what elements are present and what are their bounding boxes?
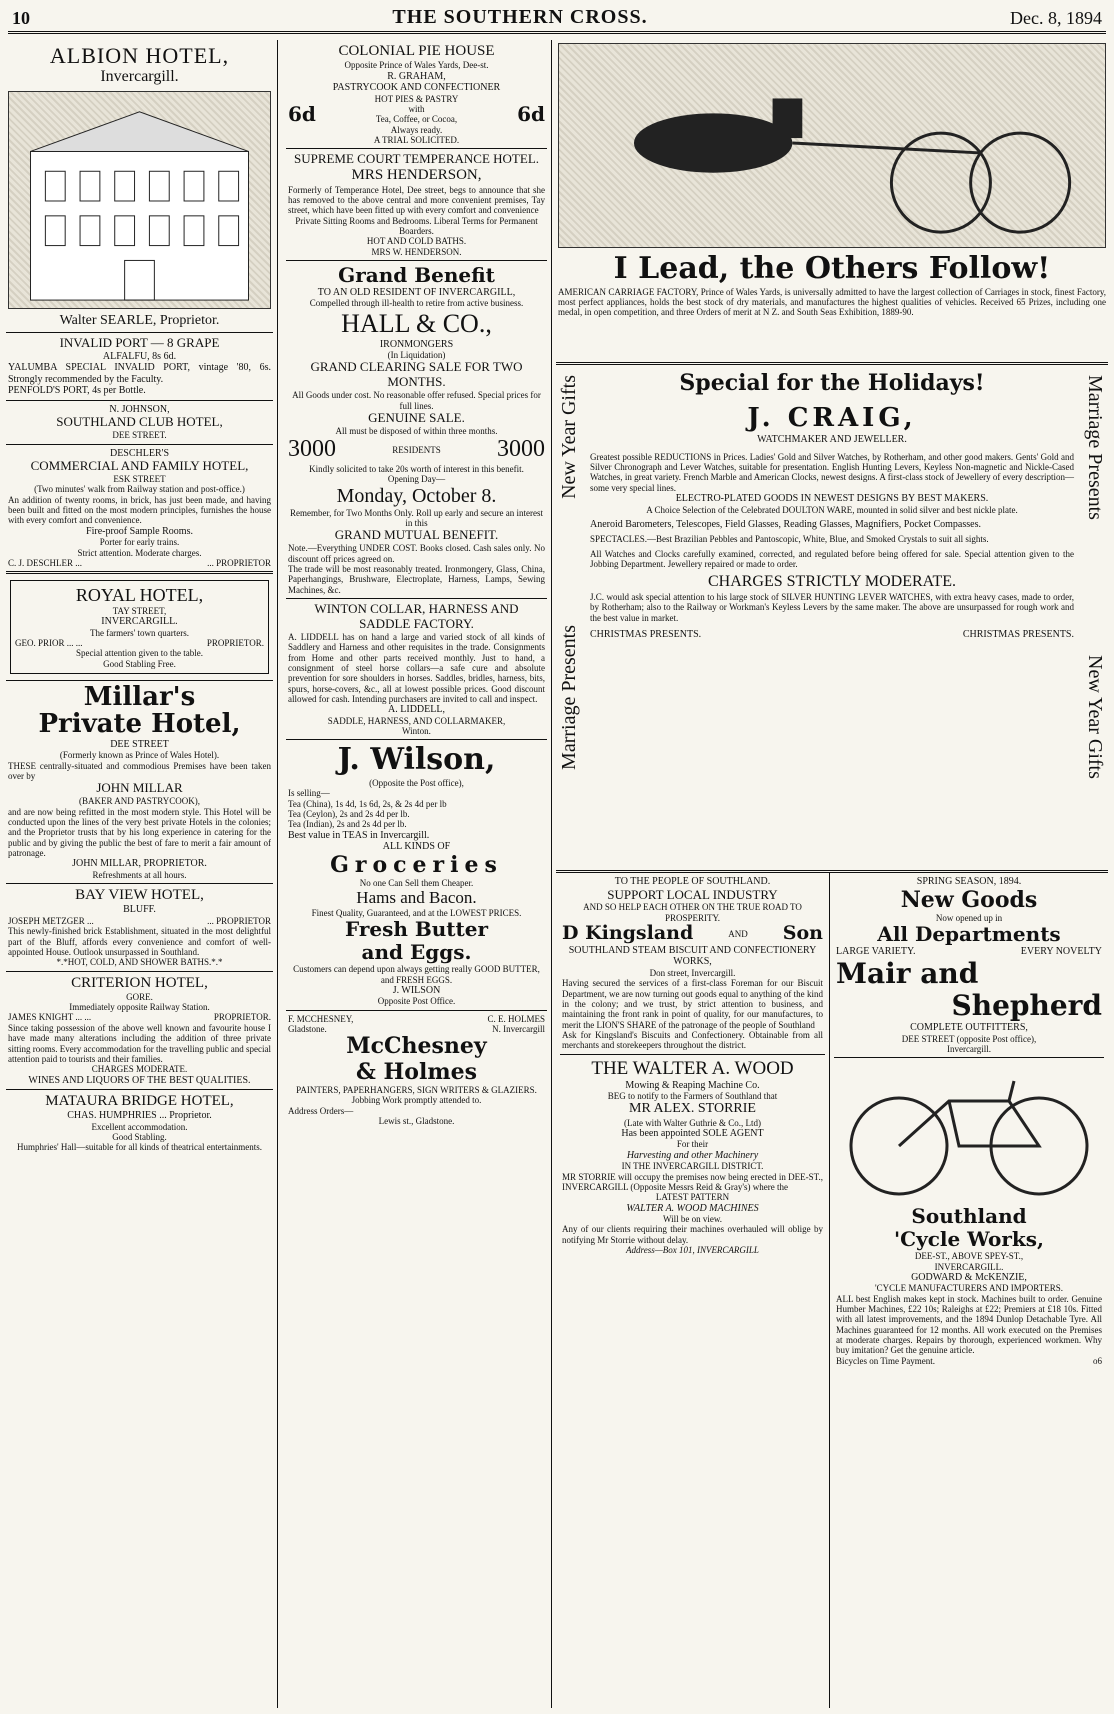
criterion-loc: Immediately opposite Railway Station. bbox=[69, 1002, 210, 1013]
wood-harvest: Harvesting and other Machinery bbox=[626, 1149, 759, 1161]
craig-body1: Greatest possible REDUCTIONS in Prices. Ladies' Gold and Silver Watches, by Rotherham, and other good makers. Gents' Gold and Silver Chronograph and Lever Watches, suitable for presentation. English Hunting Levers, Keyless Non-magnetic and Nickle-Cased Watches, in great variety. French Marble and American Clocks, newest designs. A first-class stock of Jewellery of every description—some very special lines. bbox=[590, 451, 1074, 493]
wood-repair: Any of our clients requiring their machines overhauled will oblige by notifying Mr Storrie without delay. bbox=[562, 1224, 823, 1245]
craig-trade: WATCHMAKER AND JEWELLER. bbox=[757, 434, 907, 446]
benefit-num-left: 3000 bbox=[288, 436, 336, 463]
craig-watches: All Watches and Clocks carefully examined, corrected, and regulated before being offered for sale. Special attention given to the Jobbing Department. Jewellery repaired or made to order. bbox=[590, 548, 1074, 570]
mair-complete: COMPLETE OUTFITTERS, bbox=[910, 1022, 1028, 1034]
royal-street: TAY STREET, bbox=[112, 605, 167, 616]
cycle-street: DEE-ST., ABOVE SPEY-ST., bbox=[914, 1251, 1024, 1262]
wood-view: Will be on view. bbox=[662, 1214, 723, 1225]
column-3-lower bbox=[556, 873, 1108, 1708]
benefit-mutual: GRAND MUTUAL BENEFIT. bbox=[334, 527, 499, 543]
southland-proprietor: N. JOHNSON, bbox=[109, 403, 170, 415]
millar-title-2: Private Hotel, bbox=[38, 709, 241, 740]
wood-latest: LATEST PATTERN bbox=[655, 1192, 730, 1203]
cycle-name-2: 'Cycle Works, bbox=[894, 1227, 1044, 1252]
benefit-day: Monday, October 8. bbox=[336, 484, 497, 507]
wilson-signloc: Opposite Post Office. bbox=[377, 996, 456, 1007]
wilson-groceries: Groceries bbox=[330, 851, 503, 878]
mcchesney-holmes-ad bbox=[286, 1011, 547, 1130]
mataura-acc: Excellent accommodation. bbox=[91, 1121, 188, 1132]
kingsland-name: D Kingsland bbox=[562, 922, 694, 945]
benefit-dispose: All must be disposed of within three months. bbox=[335, 425, 498, 436]
horse-carriage-illustration bbox=[558, 43, 1106, 248]
invalid-port-ad bbox=[6, 333, 273, 401]
criterion-wines: WINES AND LIQUORS OF THE BEST QUALITIES. bbox=[28, 1074, 251, 1086]
craig-charges: CHARGES STRICTLY MODERATE. bbox=[707, 573, 957, 591]
millar-trade: (BAKER AND PASTRYCOOK), bbox=[79, 796, 200, 807]
invalid-title: INVALID PORT — 8 GRAPE bbox=[59, 334, 220, 350]
mcc-address: Address Orders— bbox=[288, 1105, 354, 1116]
side-marriage-presents-right: Marriage Presents bbox=[1084, 375, 1106, 520]
craig-aneroid: Aneroid Barometers, Telescopes, Field Glasses, Reading Glasses, Magnifiers, Pocket Compasses. bbox=[590, 518, 981, 530]
cycle-code: o6 bbox=[1093, 1355, 1102, 1366]
invalid-body: YALUMBA SPECIAL INVALID PORT, vintage '80, 6s. Strongly recommended by the Faculty. bbox=[8, 362, 271, 385]
craig-jeweller-ad bbox=[556, 365, 1108, 873]
wilson-name: J. Wilson, bbox=[337, 742, 496, 778]
commercial-signrole: ... PROPRIETOR bbox=[207, 557, 271, 568]
criterion-prop: JAMES KNIGHT ... ... bbox=[8, 1012, 92, 1023]
bayview-prop: JOSEPH METZGER ... bbox=[8, 915, 94, 926]
mcc-jobbing: Jobbing Work promptly attended to. bbox=[351, 1095, 482, 1106]
wood-late: (Late with Walter Guthrie & Co., Ltd) bbox=[623, 1117, 762, 1128]
millar-hotel-ad bbox=[6, 681, 273, 884]
column-2 bbox=[282, 40, 552, 1708]
cycle-works-ad bbox=[834, 1058, 1104, 1369]
mataura-hotel-ad bbox=[6, 1090, 273, 1156]
cycle-time: Bicycles on Time Payment. bbox=[836, 1355, 935, 1366]
kingsland-support: SUPPORT LOCAL INDUSTRY bbox=[607, 886, 778, 902]
criterion-role: PROPRIETOR. bbox=[213, 1012, 271, 1023]
wood-occupy: MR STORRIE will occupy the premises now being erected in DEE-ST., INVERCARGILL (Opposite Messrs Reid & Gray's) where the bbox=[562, 1171, 823, 1192]
winton-town: Winton. bbox=[402, 726, 431, 737]
royal-attention: Special attention given to the table. bbox=[76, 648, 203, 659]
benefit-sale: GRAND CLEARING SALE FOR TWO MONTHS. bbox=[310, 359, 523, 390]
pie-house-ad bbox=[286, 40, 547, 149]
royal-prop: GEO. PRIOR ... ... bbox=[15, 638, 83, 649]
wilson-sign: J. WILSON bbox=[392, 984, 441, 996]
wilson-best: Best value in TEAS in Invercargill. bbox=[288, 829, 430, 841]
royal-town: INVERCARGILL. bbox=[101, 616, 178, 628]
bayview-baths: *.*HOT, COLD, AND SHOWER BATHS.*.* bbox=[56, 957, 223, 968]
royal-stabling: Good Stabling Free. bbox=[103, 658, 176, 669]
bayview-role: ... PROPRIETOR bbox=[207, 915, 271, 926]
craig-head: Special for the Holidays! bbox=[679, 370, 985, 396]
albion-town: Invercargill. bbox=[100, 68, 179, 86]
wilson-tea1: Tea (China), 1s 4d, 1s 6d, 2s, & 2s 4d per lb bbox=[288, 798, 447, 809]
pie-price-right: 6d bbox=[517, 101, 545, 126]
commercial-sample: Fire-proof Sample Rooms. bbox=[86, 525, 193, 537]
benefit-remember: Remember, for Two Months Only. Roll up early and secure an interest in this bbox=[290, 507, 543, 528]
mcc-p2loc: N. Invercargill bbox=[492, 1024, 545, 1035]
winton-name: WINTON COLLAR, HARNESS AND SADDLE FACTORY. bbox=[314, 600, 519, 631]
wood-address: Address—Box 101, INVERCARGILL bbox=[626, 1245, 759, 1256]
kingsland-works: SOUTHLAND STEAM BISCUIT AND CONFECTIONERY WORKS, bbox=[568, 944, 817, 968]
pie-line2: with bbox=[408, 103, 425, 114]
albion-hotel-ad bbox=[6, 40, 273, 333]
wilson-hams: Hams and Bacon. bbox=[356, 888, 477, 908]
horse-carriage-icon bbox=[559, 44, 1105, 247]
winton-role: SADDLE, HARNESS, AND COLLARMAKER, bbox=[327, 715, 506, 726]
bicycle-icon bbox=[836, 1061, 1102, 1201]
mair-now: Now opened up in bbox=[935, 912, 1003, 923]
temperance-body: Formerly of Temperance Hotel, Dee street, begs to announce that she has removed to the above central and more convenient premises, Tay street, which have been fitted up with every comfort and convenience bbox=[288, 184, 545, 216]
commercial-owner: DESCHLER'S bbox=[109, 447, 170, 459]
benefit-open: Opening Day— bbox=[387, 474, 446, 485]
kingsland-and: AND bbox=[728, 928, 748, 939]
temperance-name: SUPREME COURT TEMPERANCE HOTEL. bbox=[293, 151, 540, 167]
commercial-porter: Porter for early trains. bbox=[99, 537, 180, 548]
benefit-genuine: GENUINE SALE. bbox=[368, 410, 465, 426]
benefit-cost: All Goods under cost. No reasonable offer refused. Special prices for full lines. bbox=[292, 390, 541, 411]
benefit-role: IRONMONGERS bbox=[379, 338, 454, 350]
millar-name: JOHN MILLAR bbox=[96, 780, 183, 796]
millar-formerly: (Formerly known as Prince of Wales Hotel). bbox=[59, 750, 220, 761]
kingsland-ad bbox=[560, 873, 825, 1055]
wood-beg: BEG to notify to the Farmers of Southland that bbox=[607, 1091, 778, 1102]
mair-name-2: Shepherd bbox=[951, 988, 1102, 1022]
mcc-p1: F. MCCHESNEY, bbox=[288, 1013, 354, 1024]
wood-machines: WALTER A. WOOD MACHINES bbox=[626, 1202, 759, 1214]
craig-xmas-right: CHRISTMAS PRESENTS. bbox=[962, 628, 1074, 640]
pie-line3: Tea, Coffee, or Cocoa, bbox=[375, 114, 458, 125]
penfold-line: PENFOLD'S PORT, 4s per Bottle. bbox=[8, 385, 146, 397]
mataura-hall: Humphries' Hall—suitable for all kinds of theatrical entertainments. bbox=[16, 1142, 263, 1153]
wood-for: For their bbox=[676, 1139, 709, 1150]
wood-agent: MR ALEX. STORRIE bbox=[629, 1101, 756, 1117]
benefit-num-right: 3000 bbox=[496, 436, 545, 463]
mair-every: EVERY NOVELTY bbox=[1020, 946, 1102, 958]
commercial-hotel-ad bbox=[6, 445, 273, 575]
royal-hotel-ad bbox=[6, 574, 273, 681]
temperance-baths: HOT AND COLD BATHS. bbox=[366, 236, 467, 247]
page-number: 10 bbox=[12, 8, 30, 29]
winton-body: A. LIDDELL has on hand a large and varied stock of all kinds of Saddlery and Harness and other requisites in the trade. Consignments from Home and other parts received monthly. Just to hand, a consignment of steel horse collars—a safe cure and absolute prevention for sore shoulders in horses. Saddles, bridles, harness, bits, spurs, horse-covers, &c., all at lowest possible prices. Good discount allowed for cash. Intending purchasers are invited to call and inspect. bbox=[288, 631, 545, 704]
mcc-name1: McChesney bbox=[346, 1033, 487, 1060]
craig-spect: SPECTACLES.—Best Brazilian Pebbles and Pantoscopic, White, Blue, and Smoked Crystals to suit all sights. bbox=[590, 534, 989, 545]
mair-new: New Goods bbox=[900, 886, 1038, 913]
column-3-right bbox=[830, 873, 1108, 1708]
craig-xmas-left: CHRISTMAS PRESENTS. bbox=[590, 628, 702, 640]
hotel-building-illustration bbox=[8, 91, 271, 309]
benefit-trade: The trade will be most reasonably treated. Ironmongery, Glass, China, Paperhangings, Brushware, Electroplate, Harness, Lamps, Sewing Machines, &c. bbox=[288, 563, 545, 595]
southland-street: DEE STREET. bbox=[112, 430, 167, 441]
mataura-prop: CHAS. HUMPHRIES ... Proprietor. bbox=[67, 1110, 212, 1122]
bayview-name: BAY VIEW HOTEL, bbox=[75, 887, 204, 904]
cycle-town: INVERCARGILL. bbox=[934, 1261, 1004, 1272]
pie-opp: Opposite Prince of Wales Yards, Dee-st. bbox=[344, 60, 489, 71]
bayview-body: This newly-finished brick Establishment, situated in the most delightful part of the Bluff, affords every convenience and comfort of well-appointed House. Outlook unsurpassed in Southland. bbox=[8, 926, 271, 957]
millar-street: DEE STREET bbox=[110, 738, 169, 750]
side-new-year-gifts-left: New Year Gifts bbox=[558, 375, 580, 499]
issue-date: Dec. 8, 1894 bbox=[1010, 8, 1102, 29]
craig-electro: ELECTRO-PLATED GOODS IN NEWEST DESIGNS BY BEST MAKERS. bbox=[675, 493, 989, 505]
commercial-strict: Strict attention. Moderate charges. bbox=[77, 547, 202, 558]
wilson-tea3: Tea (Indian), 2s and 2s 4d per lb. bbox=[288, 819, 407, 830]
cycle-name-1: Southland bbox=[911, 1204, 1027, 1229]
wilson-cust: Customers can depend upon always getting really GOOD BUTTER, and FRESH EGGS. bbox=[293, 964, 540, 985]
pie-name: COLONIAL PIE HOUSE bbox=[338, 43, 495, 59]
kingsland-to: TO THE PEOPLE OF SOUTHLAND. bbox=[614, 876, 771, 887]
mair-season: SPRING SEASON, 1894. bbox=[916, 876, 1022, 887]
millar-title-1: Millar's bbox=[83, 682, 196, 713]
mataura-stab: Good Stabling. bbox=[112, 1132, 167, 1143]
benefit-kindly: Kindly solicited to take 20s worth of interest in this benefit. bbox=[309, 463, 524, 474]
temperance-rooms: Private Sitting Rooms and Bedrooms. Liberal Terms for Permanent Boarders. bbox=[295, 215, 538, 236]
mataura-name: MATAURA BRIDGE HOTEL, bbox=[45, 1093, 234, 1110]
mcc-trade: PAINTERS, PAPERHANGERS, SIGN WRITERS & GLAZIERS. bbox=[296, 1084, 537, 1095]
southland-club-ad bbox=[6, 401, 273, 445]
pie-line4: Always ready. bbox=[390, 124, 443, 135]
commercial-name: COMMERCIAL AND FAMILY HOTEL, bbox=[30, 458, 249, 473]
mair-name-1: Mair and bbox=[836, 956, 979, 990]
newspaper-title: THE SOUTHERN CROSS. bbox=[392, 6, 648, 28]
pie-trial: A TRIAL SOLICITED. bbox=[373, 134, 460, 145]
wilson-tea2: Tea (Ceylon), 2s and 2s 4d per lb. bbox=[288, 808, 410, 819]
craig-doulton: A Choice Selection of the Celebrated DOULTON WARE, mounted in solid silver and best nickle plate. bbox=[646, 504, 1018, 515]
millar-sign: JOHN MILLAR, PROPRIETOR. bbox=[72, 858, 207, 870]
kingsland-street: Don street, Invercargill. bbox=[649, 967, 736, 978]
criterion-name: CRITERION HOTEL, bbox=[71, 974, 208, 991]
benefit-firm: HALL & CO., bbox=[341, 308, 492, 338]
craig-hunting: J.C. would ask special attention to his large stock of SILVER HUNTING LEVER WATCHES, with extra heavy cases, made to order, by Rotherham; also to the Railway or Workman's Keyless Levers by the same maker. The above are unsurpassed for rough work and the best value in market. bbox=[590, 591, 1074, 623]
winton-sign: A. LIDDELL, bbox=[388, 704, 445, 716]
kingsland-son: Son bbox=[782, 922, 823, 945]
kingsland-ask: Ask for Kingsland's Biscuits and Confectionery. Obtainable from all merchants and storekeepers throughout the district. bbox=[562, 1030, 823, 1051]
kingsland-help: AND SO HELP EACH OTHER ON THE TRUE ROAD TO PROSPERITY. bbox=[583, 902, 802, 923]
millar-body2: and are now being refitted in the most modern style. This Hotel will be conducted upon the lines of the very best private Hotels in the colonies; and the Proprietor trusts that by his long experience in catering for the public and by giving the public the best of fare to merit a fair amount of patronage. bbox=[8, 806, 271, 858]
benefit-comp: Compelled through ill-health to retire from active business. bbox=[309, 298, 524, 309]
millar-refresh: Refreshments at all hours. bbox=[92, 869, 187, 880]
wilson-grocer-ad bbox=[286, 740, 547, 1010]
criterion-place: GORE. bbox=[126, 991, 153, 1002]
benefit-to: TO AN OLD RESIDENT OF INVERCARGILL, bbox=[317, 286, 516, 298]
wood-sub: Mowing & Reaping Machine Co. bbox=[625, 1079, 760, 1091]
walter-wood-ad bbox=[560, 1055, 825, 1259]
southland-name: SOUTHLAND CLUB HOTEL, bbox=[56, 414, 223, 430]
mcc-addr2: Lewis st., Gladstone. bbox=[378, 1116, 455, 1127]
royal-tag: The farmers' town quarters. bbox=[89, 627, 190, 638]
benefit-liq: (In Liquidation) bbox=[387, 350, 446, 361]
pie-price-left: 6d bbox=[288, 101, 316, 126]
pie-trade: PASTRYCOOK AND CONFECTIONER bbox=[332, 82, 501, 94]
temperance-hotel-ad bbox=[286, 149, 547, 261]
column-1 bbox=[6, 40, 278, 1708]
commercial-note: (Two minutes' walk from Railway station and post-office.) bbox=[34, 484, 245, 495]
bay-view-hotel-ad bbox=[6, 884, 273, 971]
carriage-slogan: I Lead, the Others Follow! bbox=[613, 251, 1051, 286]
commercial-street: ESK STREET bbox=[113, 473, 166, 484]
mair-large: LARGE VARIETY. bbox=[836, 946, 916, 958]
column-3 bbox=[556, 40, 1108, 1708]
criterion-charges: CHARGES MODERATE. bbox=[91, 1064, 188, 1075]
temperance-who: MRS HENDERSON, bbox=[351, 167, 482, 184]
benefit-head: Grand Benefit bbox=[338, 262, 495, 287]
craig-name: J. CRAIG, bbox=[747, 403, 917, 434]
mair-shepherd-ad bbox=[834, 873, 1104, 1058]
criterion-body: Since taking possession of the above well known and favourite house I have made many alterations including the addition of three private sitting rooms. Every accommodation for the travelling public and special attention paid to tourists and their families. bbox=[8, 1022, 271, 1064]
cycle-firm: GODWARD & McKENZIE, bbox=[911, 1271, 1027, 1283]
wilson-eggs: and Eggs. bbox=[361, 940, 472, 965]
royal-name: ROYAL HOTEL, bbox=[75, 585, 204, 606]
column-3-left bbox=[556, 873, 830, 1708]
wood-dist: IN THE INVERCARGILL DISTRICT. bbox=[621, 1161, 764, 1172]
wilson-allkinds: ALL KINDS OF bbox=[382, 841, 451, 853]
pie-line1: HOT PIES & PASTRY bbox=[374, 93, 459, 104]
building-icon bbox=[9, 92, 270, 308]
invalid-sub: ALFALFU, 8s 6d. bbox=[102, 350, 177, 362]
mcc-p2: C. E. HOLMES bbox=[487, 1013, 545, 1024]
wilson-opp: (Opposite the Post office), bbox=[369, 777, 464, 788]
mcc-name2: & Holmes bbox=[356, 1058, 477, 1085]
benefit-res: RESIDENTS bbox=[392, 444, 441, 455]
benefit-note: Note.—Everything UNDER COST. Books closed. Cash sales only. No discount off prices agreed on. bbox=[288, 543, 545, 564]
royal-role: PROPRIETOR. bbox=[206, 638, 264, 649]
wood-name: THE WALTER A. WOOD bbox=[591, 1057, 794, 1079]
criterion-hotel-ad bbox=[6, 972, 273, 1091]
wilson-noone: No one Can Sell them Cheaper. bbox=[359, 877, 474, 888]
side-marriage-presents-left: Marriage Presents bbox=[558, 625, 580, 770]
cycle-body: ALL best English makes kept in stock. Machines built to order. Genuine Humber Machines, £22 10s; Raleighs at £22; Premiers at £18 10s. Fitted with all latest improvements, and the 1894 Dunlop Detachable Tyre. All Machines guaranteed for 12 months. All work executed on the Premises at moderate charges. Repairs by thorough, experienced workmen. Why buy imitation? Get the genuine article. bbox=[836, 1293, 1102, 1356]
wilson-finest: Finest Quality, Guaranteed, and at the LOWEST PRICES. bbox=[311, 907, 522, 918]
side-new-year-gifts-right: New Year Gifts bbox=[1084, 655, 1106, 779]
mair-dee: DEE STREET (opposite Post office), bbox=[901, 1033, 1037, 1044]
carriage-factory-ad bbox=[556, 40, 1108, 365]
temperance-sign: MRS W. HENDERSON. bbox=[371, 246, 462, 257]
commercial-body: An addition of twenty rooms, in brick, has just been made, and having been built and fitted on the most modern principles, furnishes the house with every comfort and convenience. bbox=[8, 494, 271, 526]
albion-proprietor: Walter SEARLE, Proprietor. bbox=[59, 312, 220, 328]
millar-body: THESE centrally-situated and commodious Premises have been taken over by bbox=[8, 760, 271, 781]
commercial-sign: C. J. DESCHLER ... bbox=[8, 557, 83, 568]
wilson-selling: Is selling— bbox=[288, 788, 330, 799]
winton-factory-ad bbox=[286, 599, 547, 740]
grand-benefit-ad bbox=[286, 261, 547, 599]
mair-all: All Departments bbox=[877, 922, 1061, 947]
carriage-body: AMERICAN CARRIAGE FACTORY, Prince of Wales Yards, is universally admitted to have the largest collection of Carriages in stock, finest Factory, most perfect appliances, holds the best stock of dry materials, and manufactures the highest qualities of vehicles. Received 65 Prizes, including one medal, in open competition, and three Orders of merit at N Z. and South Seas Exhibition, 1889-90. bbox=[558, 286, 1106, 318]
kingsland-body: Having secured the services of a first-class Foreman for our Biscuit Department, we are now turning out goods equal to anything of the kind in the colony; and we trust, by strict attention to business, and maintaining the front rank in point of quality, for our manufactures, to merit the LION'S SHARE of the patronage of the people of Southland bbox=[562, 978, 823, 1030]
wood-appointed: Has been appointed SOLE AGENT bbox=[621, 1127, 764, 1139]
bicycle-illustration bbox=[836, 1061, 1102, 1201]
cycle-trade: 'CYCLE MANUFACTURERS AND IMPORTERS. bbox=[875, 1283, 1063, 1294]
bayview-place: BLUFF. bbox=[123, 904, 156, 916]
masthead bbox=[8, 4, 1106, 34]
pie-owner: R. GRAHAM, bbox=[387, 70, 446, 82]
albion-name: ALBION HOTEL, bbox=[49, 43, 230, 68]
mair-town: Invercargill. bbox=[946, 1043, 992, 1054]
wilson-butter: Fresh Butter bbox=[344, 917, 489, 942]
mcc-p1loc: Gladstone. bbox=[288, 1024, 327, 1035]
